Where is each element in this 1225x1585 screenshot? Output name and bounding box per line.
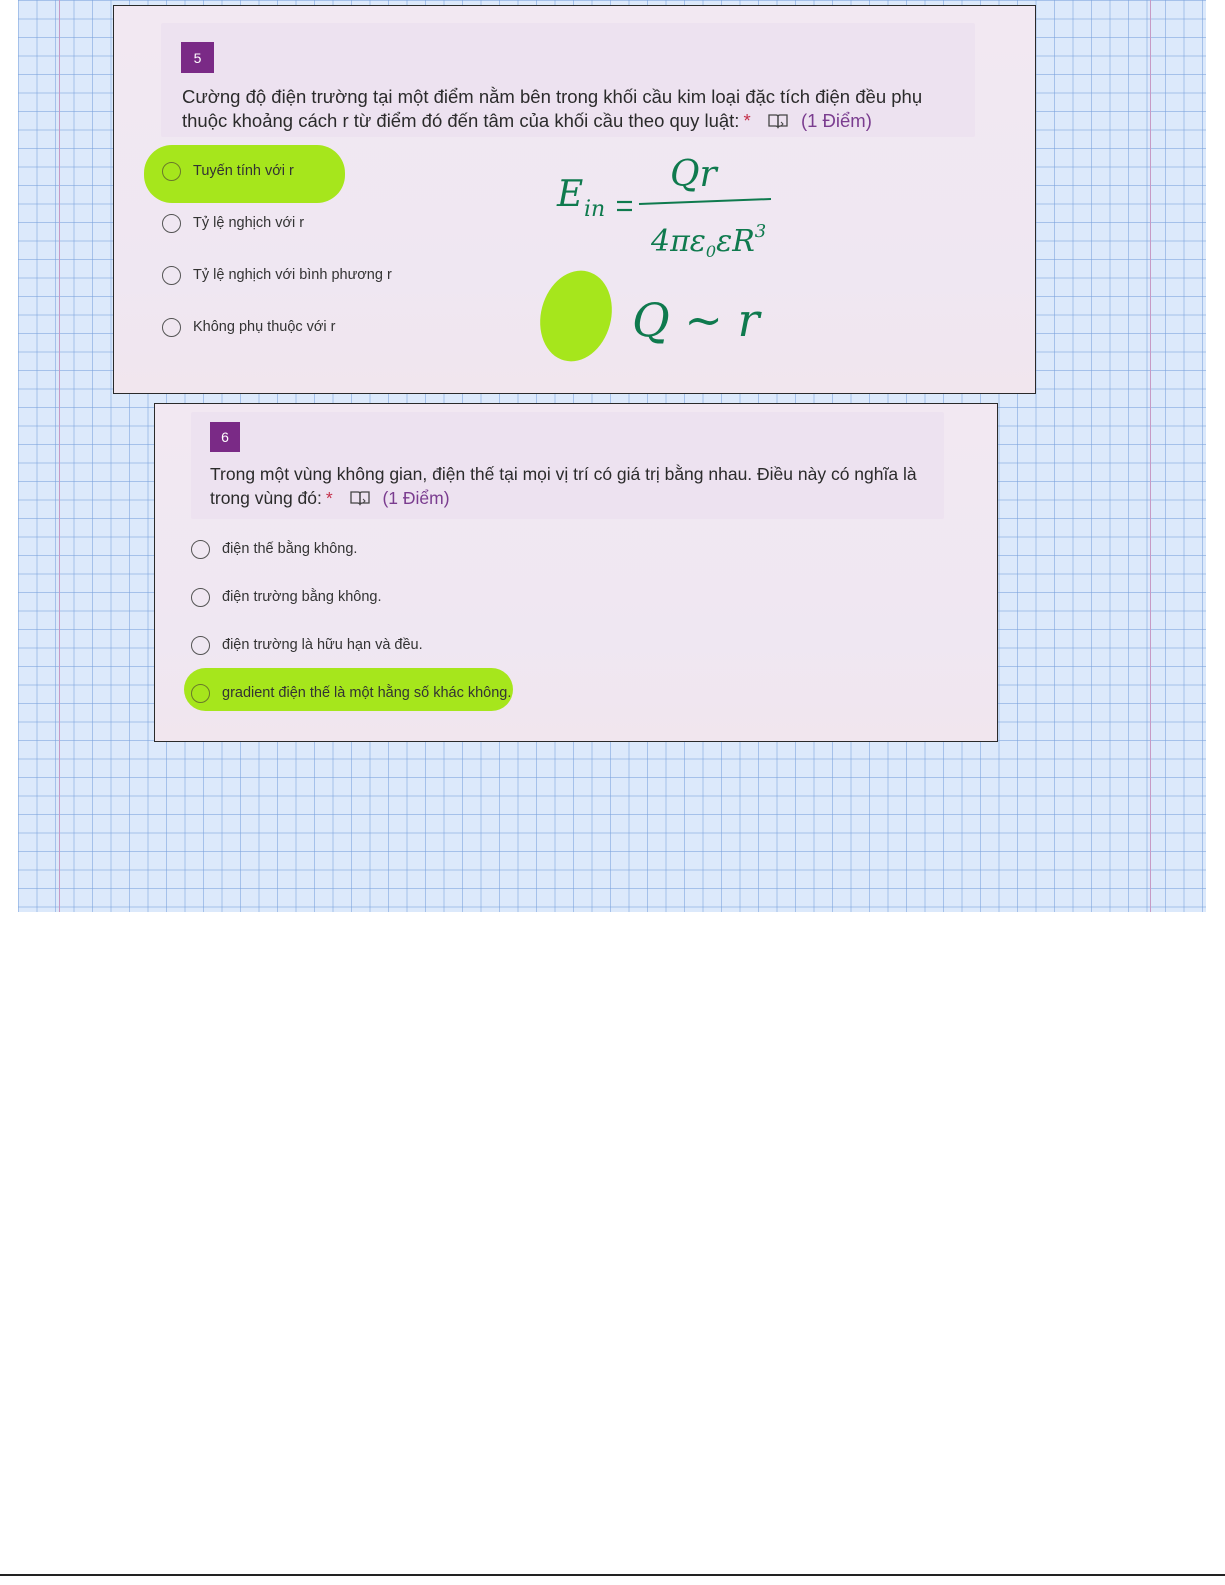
option-label: Tuyến tính với r: [193, 163, 294, 179]
formula-numerator: Qr: [670, 154, 717, 195]
radio-button[interactable]: [162, 318, 181, 337]
required-marker: *: [325, 488, 333, 508]
option-label: điện trường là hữu hạn và đều.: [222, 637, 423, 653]
formula-denominator-subscript: 0: [705, 242, 717, 261]
radio-button[interactable]: [191, 636, 210, 655]
formula-denominator-main: 4πε: [651, 224, 706, 259]
radio-button[interactable]: [162, 214, 181, 233]
option-label: Tỷ lệ nghịch với bình phương r: [193, 267, 392, 283]
formula-lhs-subscript: in: [584, 197, 606, 222]
formula-lhs: E: [557, 174, 584, 215]
question-5-text: Cường độ điện trường tại một điểm nằm bên trong khối cầu kim loại đặc tích điện đều phụ thuộc khoảng cách r từ điểm đó đến tâm của khối cầu theo quy luật:: [182, 86, 923, 131]
question-6-text: Trong một vùng không gian, điện thế tại mọi vị trí có giá trị bằng nhau. Điều này có nghĩa là trong vùng đó:: [210, 464, 917, 508]
question-5-points: (1 Điểm): [800, 110, 872, 131]
q5-option-4[interactable]: [162, 313, 336, 341]
question-6-text-block: [210, 462, 930, 510]
highlighter-blob: [530, 263, 621, 370]
q5-option-1[interactable]: [162, 157, 294, 185]
proportionality-note: Q ~ r: [632, 293, 760, 347]
formula-denominator-exponent: 3: [754, 221, 767, 242]
radio-button[interactable]: [162, 266, 181, 285]
radio-button[interactable]: [162, 162, 181, 181]
fraction-bar: [639, 199, 771, 204]
required-marker: *: [743, 110, 751, 131]
immersive-reader-icon[interactable]: [350, 490, 370, 506]
left-margin-line: [59, 0, 60, 912]
q5-option-3[interactable]: [162, 261, 392, 289]
q6-option-1[interactable]: [191, 535, 357, 563]
question-6-card: [154, 403, 998, 742]
formula-denominator: [650, 221, 766, 261]
option-label: điện trường bằng không.: [222, 589, 382, 605]
question-5-text-block: [182, 85, 962, 133]
page-bottom-rule: [0, 1574, 1225, 1576]
question-6-points: (1 Điểm): [382, 488, 450, 508]
q5-option-2[interactable]: [162, 209, 304, 237]
question-6-header: [191, 412, 944, 519]
question-6-number: 6: [210, 422, 240, 452]
option-label: điện thế bằng không.: [222, 541, 358, 557]
q6-option-4[interactable]: [191, 679, 511, 707]
question-5-number: 5: [181, 42, 214, 73]
question-5-card: [113, 5, 1036, 394]
radio-button[interactable]: [191, 684, 210, 703]
radio-button[interactable]: [191, 588, 210, 607]
option-label: Không phụ thuộc với r: [193, 319, 336, 335]
immersive-reader-icon[interactable]: [768, 113, 788, 129]
formula-denominator-rest: εR: [716, 224, 755, 259]
question-5-header: [161, 23, 975, 137]
option-label: Tỷ lệ nghịch với r: [193, 215, 305, 231]
q6-option-3[interactable]: [191, 631, 423, 659]
option-label: gradient điện thế là một hằng số khác không.: [222, 685, 512, 701]
radio-button[interactable]: [191, 540, 210, 559]
right-margin-line: [1150, 0, 1151, 912]
q6-option-2[interactable]: [191, 583, 382, 611]
